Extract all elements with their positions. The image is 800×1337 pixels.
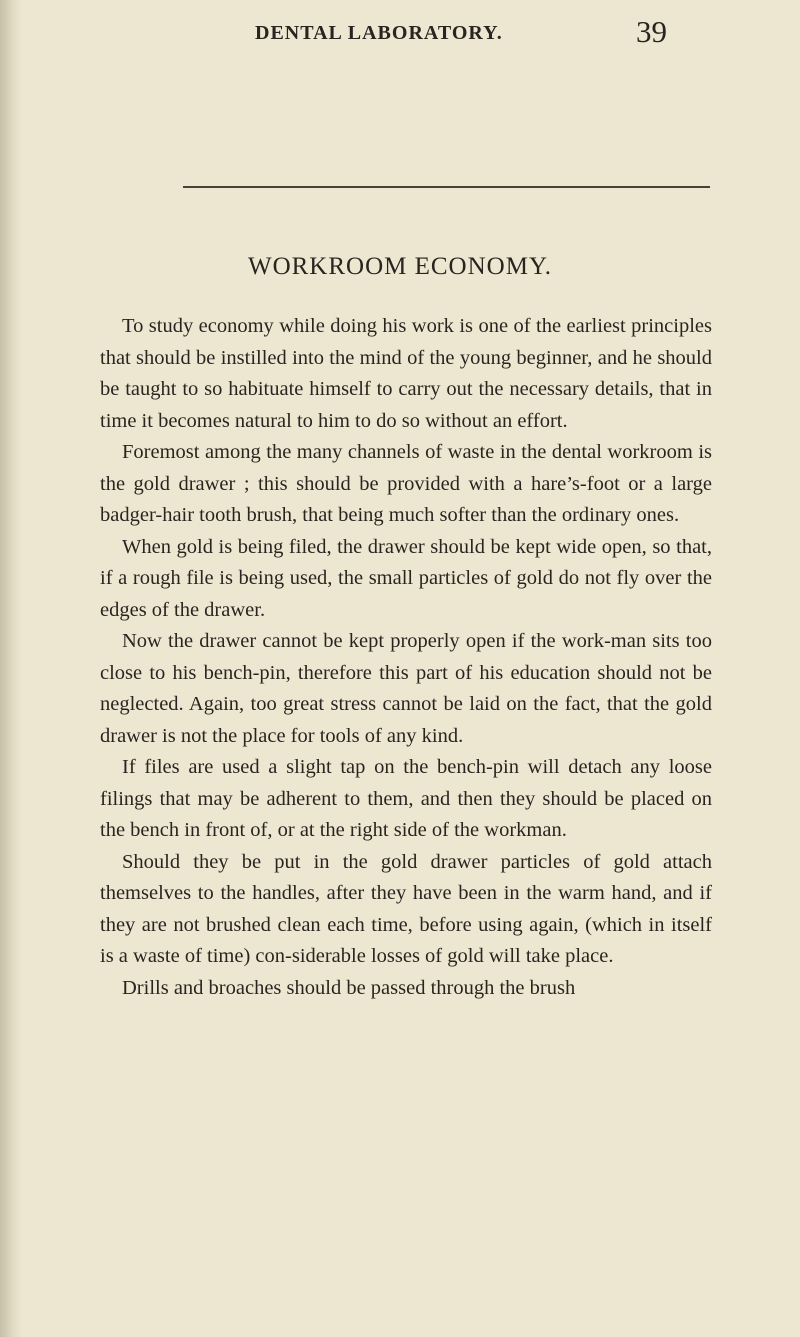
header-rule: [183, 186, 710, 188]
section-title: WORKROOM ECONOMY.: [247, 253, 553, 280]
page-number: 39: [636, 14, 667, 49]
paragraph-3: When gold is being filed, the drawer should be kept wide open, so that, if a rough file is being used, the small particles of gold do not fly over the edges of the drawer.: [100, 535, 712, 621]
paragraph-4: Now the drawer cannot be kept properly open if the work-man sits too close to his bench-pin, therefore this part of his education should not be neglected. Again, too great stress cannot be laid on the fact, that the gold drawer is not the place for tools of any kind.: [100, 630, 712, 747]
body-text: [100, 311, 712, 1004]
binding-gutter: [0, 0, 22, 1337]
running-head: DENTAL LABORATORY.: [255, 22, 503, 44]
paragraph-2: Foremost among the many channels of waste in the dental workroom is the gold drawer ; this should be provided with a hare’s-foot or a large badger-hair tooth brush, that being much softer than the ordinary ones.: [100, 441, 712, 526]
paragraph-5: If files are used a slight tap on the bench-pin will detach any loose filings that may be adherent to them, and then they should be placed on the bench in front of, or at the right side of the workman.: [100, 756, 712, 841]
paragraph-6: Should they be put in the gold drawer particles of gold attach themselves to the handles, after they have been in the warm hand, and if they are not brushed clean each time, before using again, (which in itself is a waste of time) con-siderable losses of gold will take place.: [100, 850, 712, 967]
paragraph-7: Drills and broaches should be passed through the brush: [122, 976, 576, 999]
paragraph-1: To study economy while doing his work is one of the earliest principles that should be instilled into the mind of the young beginner, and he should be taught to so habituate himself to carry out the necessary details, that in time it becomes natural to him to do so without an effort.: [100, 315, 712, 432]
